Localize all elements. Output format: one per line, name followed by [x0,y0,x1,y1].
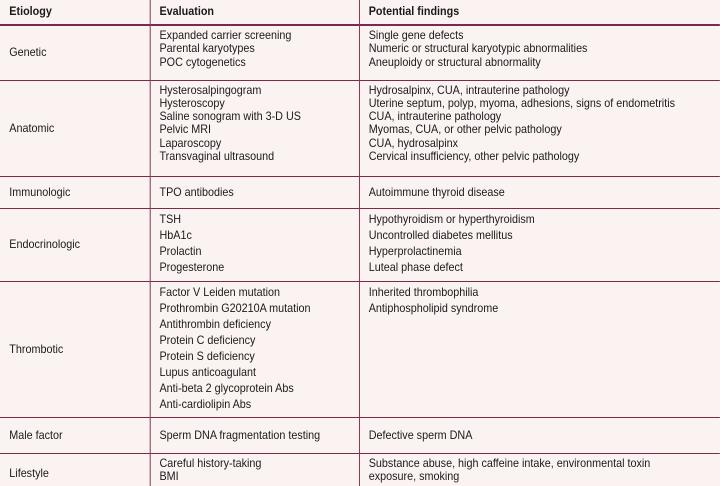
evaluation-item: Protein C deficiency [159,333,256,347]
evaluation-item: Progesterone [159,260,225,274]
etiology-cell: Thrombotic [0,281,150,417]
evaluation-item: Parental karyotypes [159,42,255,56]
table-row-endocrinologic [0,208,720,281]
evaluation-item: Saline sonogram with 3-D US [159,110,301,124]
evaluation-item: Prolactin [159,244,202,258]
evaluation-cell [150,208,359,281]
evaluation-cell [150,281,359,417]
finding-item: Aneuploidy or structural abnormality [368,55,541,69]
etiology-cell: Lifestyle [0,453,150,486]
evaluation-item: Anti-beta 2 glycoprotein Abs [159,381,294,395]
findings-cell [359,25,720,80]
finding-item: Uterine septum, polyp, myoma, adhesions, signs of endometritis [368,96,675,110]
finding-item: Defective sperm DNA [368,428,473,442]
findings-cell [359,176,720,208]
header-etiology: Etiology [0,0,150,25]
etiology-cell: Immunologic [0,176,150,208]
finding-item: exposure, smoking [368,469,460,483]
evaluation-item: POC cytogenetics [159,55,246,69]
finding-item: Antiphospholipid syndrome [368,301,499,315]
evaluation-item: Expanded carrier screening [159,29,292,43]
evaluation-item: Careful history-taking [159,456,262,470]
table-row-male-factor [0,417,720,453]
table-header-row [0,0,720,25]
findings-cell [359,208,720,281]
evaluation-item: Antithrombin deficiency [159,317,271,331]
table-row-thrombotic [0,281,720,417]
evaluation-item: BMI [159,469,179,483]
table-row-immunologic [0,176,720,208]
finding-item: Hypothyroidism or hyperthyroidism [368,212,535,226]
evaluation-item: Laparoscopy [159,136,222,150]
evaluation-item: Sperm DNA fragmentation testing [159,428,321,442]
evaluation-item: Factor V Leiden mutation [159,285,280,299]
evaluation-item: Transvaginal ultrasound [159,149,275,163]
etiology-cell: Male factor [0,417,150,453]
evaluation-cell [150,417,359,453]
evaluation-item: TPO antibodies [159,185,234,199]
evaluation-cell [150,25,359,80]
finding-item: Numeric or structural karyotypic abnormalities [368,42,588,56]
evaluation-cell [150,176,359,208]
finding-item: Luteal phase defect [368,260,463,274]
finding-item: Uncontrolled diabetes mellitus [368,228,513,242]
evaluation-item: Protein S deficiency [159,349,255,363]
table-row-lifestyle [0,453,720,486]
finding-item: Hydrosalpinx, CUA, intrauterine pathology [368,83,570,97]
finding-item: Substance abuse, high caffeine intake, environmental toxin [368,456,651,470]
evaluation-cell [150,453,359,486]
table-row-anatomic [0,80,720,176]
evaluation-cell [150,80,359,176]
evaluation-item: HbA1c [159,228,192,242]
evaluation-item: Hysterosalpingogram [159,83,262,97]
header-evaluation: Evaluation [150,0,359,25]
finding-item: Myomas, CUA, or other pelvic pathology [368,123,562,137]
table-row-genetic [0,25,720,80]
evaluation-item: Anti-cardiolipin Abs [159,397,252,411]
findings-cell [359,417,720,453]
finding-item: CUA, hydrosalpinx [368,136,459,150]
finding-item: CUA, intrauterine pathology [368,110,502,124]
finding-item: Single gene defects [368,29,464,43]
finding-item: Inherited thrombophilia [368,285,479,299]
evaluation-item: Prothrombin G20210A mutation [159,301,311,315]
finding-item: Hyperprolactinemia [368,244,462,258]
evaluation-item: Hysteroscopy [159,96,225,110]
findings-cell [359,80,720,176]
findings-cell [359,281,720,417]
etiology-cell: Endocrinologic [0,208,150,281]
etiology-cell: Anatomic [0,80,150,176]
evaluation-item: Pelvic MRI [159,123,212,137]
finding-item: Autoimmune thyroid disease [368,185,505,199]
etiology-cell: Genetic [0,25,150,80]
findings-cell [359,453,720,486]
header-potential-findings: Potential findings [359,0,720,25]
evaluation-item: Lupus anticoagulant [159,365,257,379]
finding-item: Cervical insufficiency, other pelvic pathology [368,149,580,163]
evaluation-item: TSH [159,212,182,226]
